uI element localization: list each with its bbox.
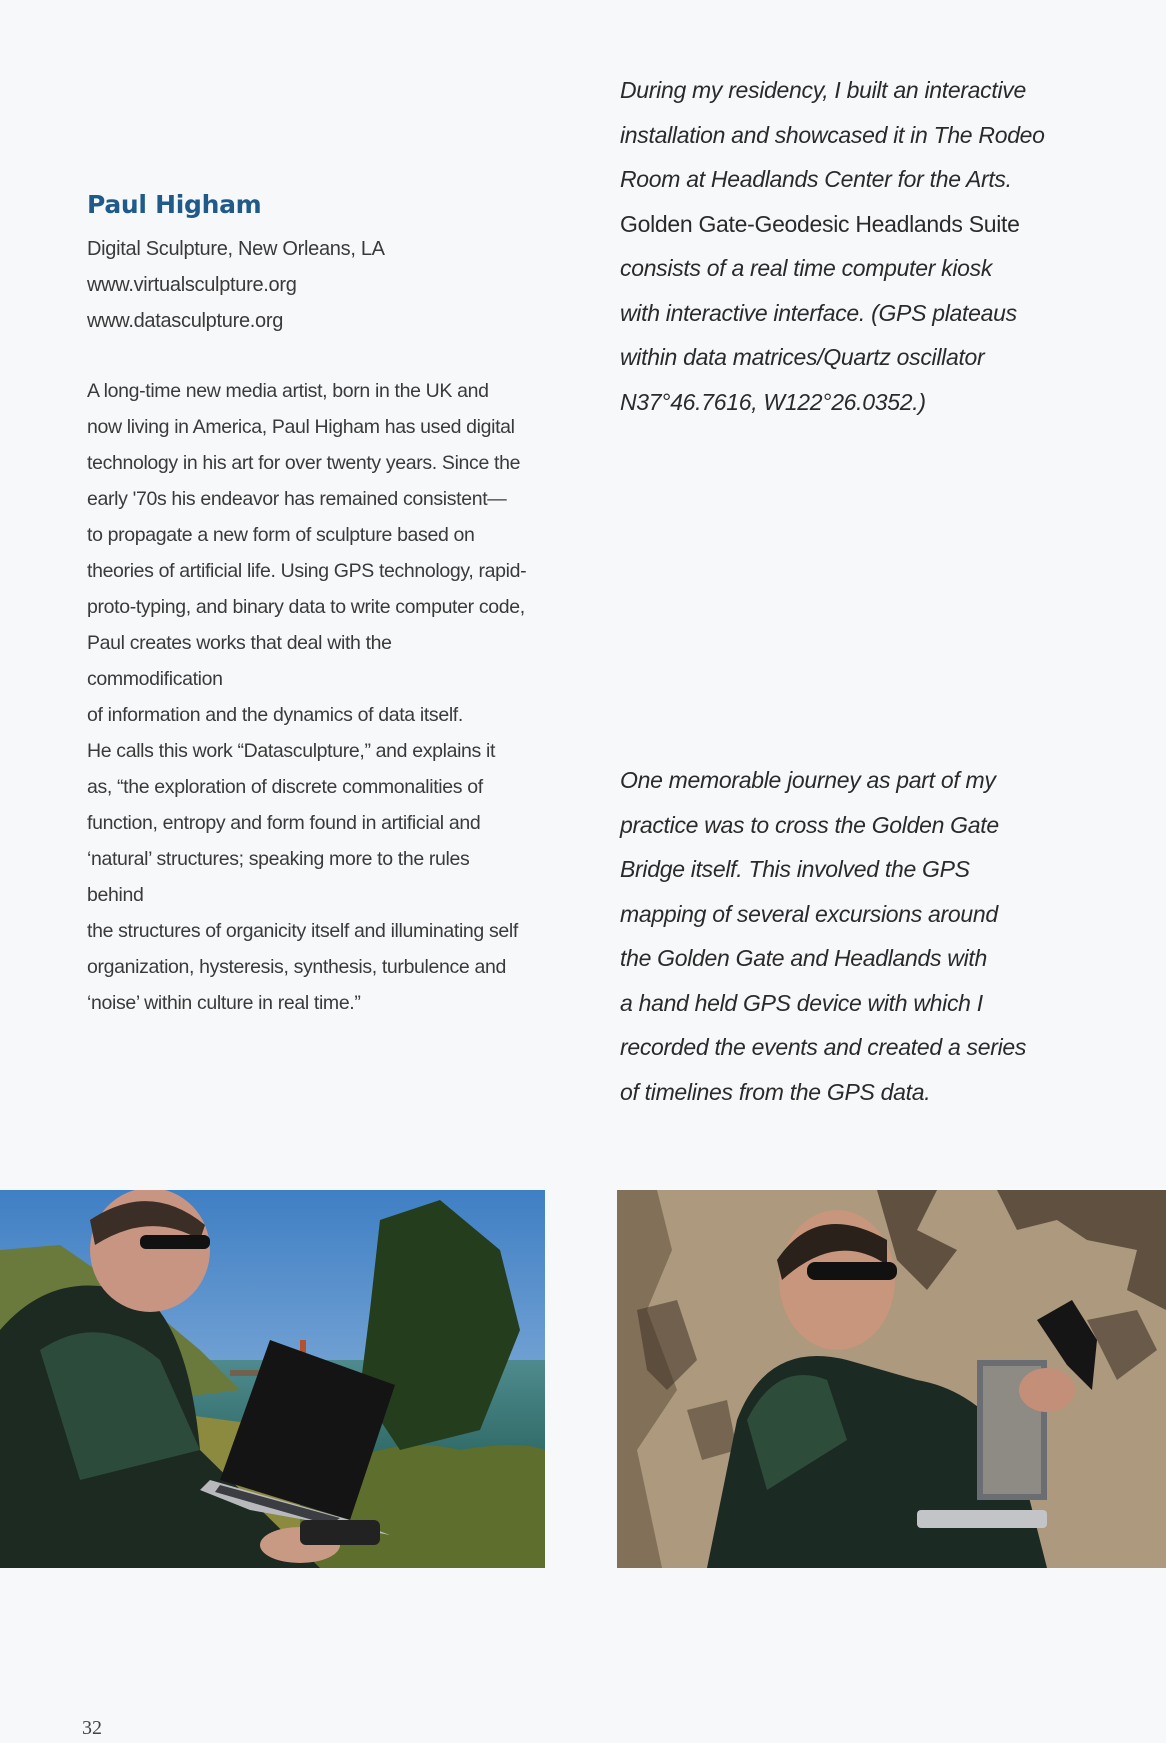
- bio-line: organization, hysteresis, synthesis, turbulence and: [87, 956, 506, 978]
- page-number: 32: [82, 1717, 102, 1739]
- artist-header: [87, 190, 517, 339]
- journey-line: the Golden Gate and Headlands with: [620, 945, 987, 971]
- bio-line: A long-time new media artist, born in the UK and: [87, 380, 489, 402]
- bio-line: to propagate a new form of sculpture based on: [87, 524, 475, 546]
- bio-line: ‘noise’ within culture in real time.”: [87, 992, 361, 1014]
- residency-line: consists of a real time computer kiosk: [620, 255, 993, 281]
- journey-line: mapping of several excursions around: [620, 900, 998, 927]
- bio-line: ‘natural’ structures; speaking more to the rules behind: [87, 848, 470, 906]
- residency-paragraph: [620, 68, 1060, 424]
- bio-line: early '70s his endeavor has remained consistent—: [87, 488, 507, 510]
- artist-name: Paul Higham: [87, 190, 262, 219]
- residency-line: During my residency, I built an interactive: [620, 77, 1026, 103]
- journey-line: recorded the events and created a series: [620, 1034, 1027, 1060]
- bio-line: technology in his art for over twenty years. Since the: [87, 452, 521, 474]
- journey-line: of timelines from the GPS data.: [620, 1078, 931, 1105]
- residency-line: within data matrices/Quartz oscillator: [620, 344, 985, 370]
- photo-icon: [617, 1190, 1166, 1568]
- journey-line: a hand held GPS device with which I: [620, 989, 983, 1016]
- residency-line: with interactive interface. (GPS plateaus: [620, 299, 1017, 326]
- journey-line: One memorable journey as part of my: [620, 767, 996, 793]
- installation-title: Golden Gate-Geodesic Headlands Suite: [620, 210, 1020, 237]
- bio-line: proto-typing, and binary data to write computer code,: [87, 596, 525, 618]
- photo-artist-with-gps-device: [617, 1190, 1166, 1568]
- bio-line: Paul creates works that deal with the commodification: [87, 632, 392, 690]
- residency-line: installation and showcased it in The Rodeo: [620, 121, 1045, 148]
- bio-line: as, “the exploration of discrete commonalities of: [87, 776, 483, 798]
- artist-discipline: Digital Sculpture, New Orleans, LA: [87, 238, 385, 260]
- bio-line: the structures of organicity itself and illuminating self: [87, 920, 518, 942]
- bio-line: now living in America, Paul Higham has used digital: [87, 416, 515, 438]
- journey-line: Bridge itself. This involved the GPS: [620, 856, 970, 882]
- photo-icon: [0, 1190, 545, 1568]
- residency-line: N37°46.7616, W122°26.0352.): [620, 388, 926, 415]
- artist-bio: [87, 373, 527, 1021]
- artist-link-datasculpture[interactable]: www.datasculpture.org: [87, 310, 284, 332]
- artist-link-virtualsculpture[interactable]: www.virtualsculpture.org: [87, 274, 297, 296]
- journey-paragraph: [620, 758, 1060, 1114]
- bio-line: of information and the dynamics of data itself.: [87, 704, 463, 726]
- journey-line: practice was to cross the Golden Gate: [620, 811, 999, 838]
- photo-artist-with-laptop-bay: [0, 1190, 545, 1568]
- residency-line: Room at Headlands Center for the Arts.: [620, 166, 1012, 192]
- bio-line: He calls this work “Datasculpture,” and explains it: [87, 740, 496, 762]
- bio-line: function, entropy and form found in artificial and: [87, 812, 481, 834]
- bio-line: theories of artificial life. Using GPS technology, rapid-: [87, 560, 527, 582]
